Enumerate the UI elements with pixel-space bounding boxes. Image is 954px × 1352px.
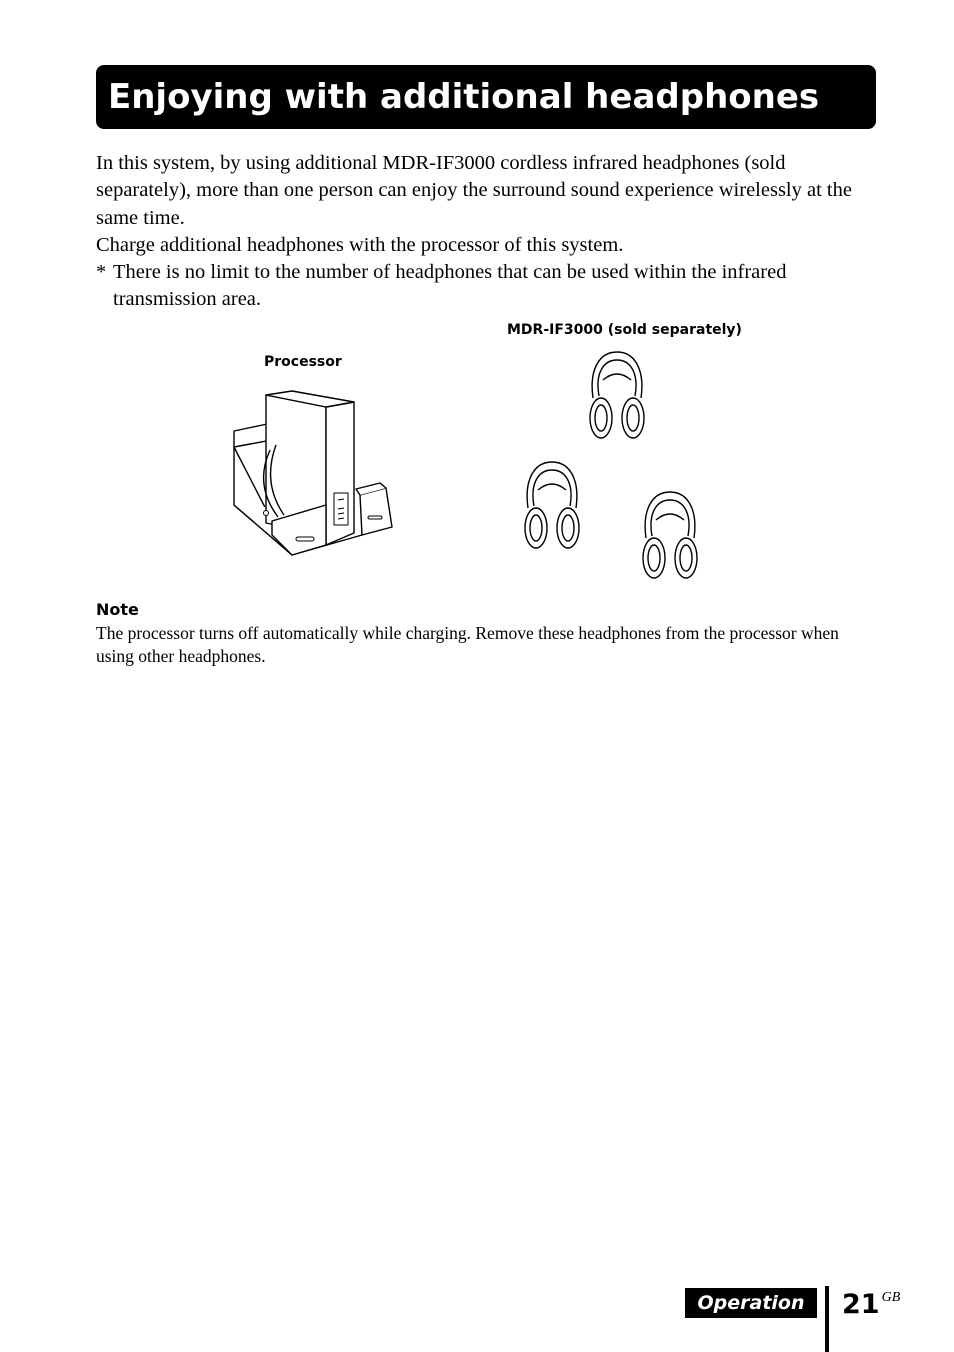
body-text xyxy=(96,150,876,314)
intro-paragraph: In this system, by using additional MDR-IF3000 cordless infrared headphones (sold separately), more than one person can enjoy the surround sound experience wirelessly at the same time. xyxy=(96,152,852,229)
page-title: Enjoying with additional headphones xyxy=(108,77,820,117)
note-text: The processor turns off automatically while charging. Remove these headphones from the processor when using other headphones. xyxy=(96,623,839,666)
bullet-text: There is no limit to the number of headphones that can be used within the infrared transmission area. xyxy=(113,261,787,311)
page-number-value: 21 xyxy=(842,1289,880,1320)
title-bar xyxy=(96,65,876,129)
processor-illustration xyxy=(230,385,400,560)
limit-bullet xyxy=(96,259,876,314)
bullet-mark: * xyxy=(96,261,107,284)
headphones-label: MDR-IF3000 (sold separately) xyxy=(507,322,742,338)
note-heading: Note xyxy=(96,600,139,619)
processor-label: Processor xyxy=(264,354,342,370)
charge-paragraph: Charge additional headphones with the processor of this system. xyxy=(96,233,624,256)
headphones-icon xyxy=(520,460,584,552)
page-number xyxy=(842,1280,900,1323)
headphones-icon xyxy=(585,350,649,442)
section-label: Operation xyxy=(697,1292,805,1314)
page-suffix: GB xyxy=(881,1290,901,1305)
section-tab xyxy=(685,1288,817,1318)
footer-divider xyxy=(825,1286,829,1352)
headphones-icon xyxy=(638,490,702,582)
